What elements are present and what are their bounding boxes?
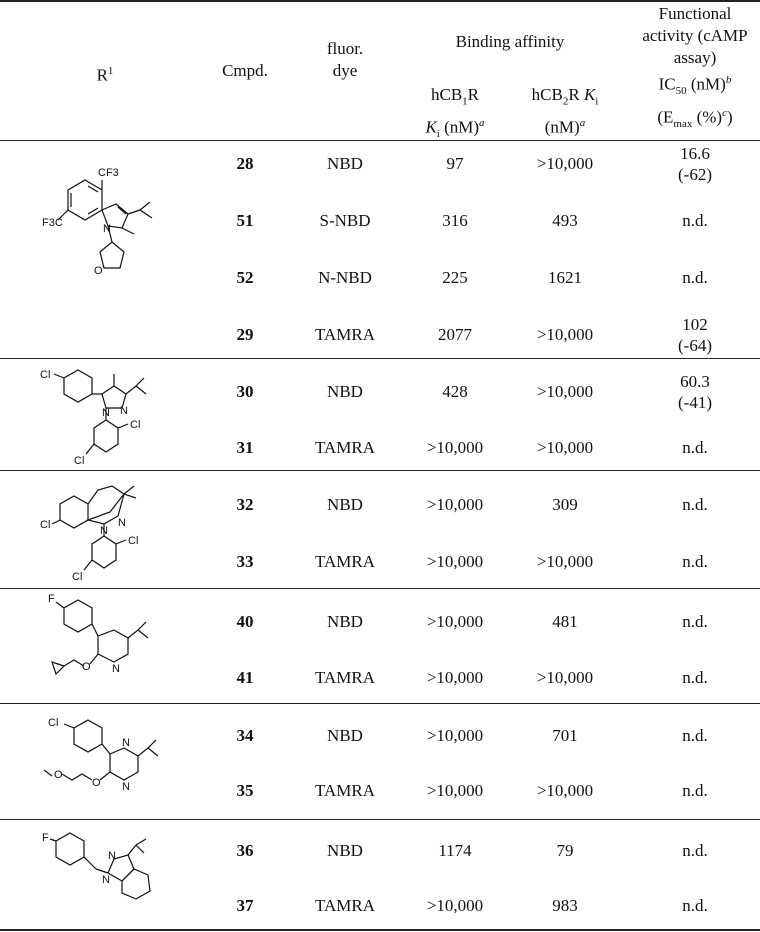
header-cb1: hCB$_1$R $K_i$ (nM)$^a$	[425, 85, 485, 141]
cmpd-cell: 32	[236, 495, 254, 514]
structure-label: N	[122, 737, 130, 749]
cmpd-cell: 28	[236, 154, 254, 173]
cb2-cell: 79	[556, 841, 574, 860]
func-cell: 60.3 (-41)	[678, 372, 712, 412]
cb1-cell: >10,000	[426, 726, 484, 745]
func-cell: n.d.	[682, 612, 708, 631]
cb1-cell: 316	[442, 211, 468, 230]
structure-indazole	[40, 825, 170, 925]
func-cell: 16.6 (-62)	[678, 144, 712, 184]
header-cmpd: Cmpd.	[222, 61, 268, 80]
header-cb2: hCB$_2$R $K_i$ (nM)$^a$	[531, 85, 599, 138]
group-rule	[0, 819, 760, 820]
dye-cell: NBD	[327, 495, 363, 514]
cb1-cell: >10,000	[426, 495, 484, 514]
func-cell: n.d.	[682, 495, 708, 514]
structure-label: Cl	[40, 369, 51, 381]
cb2-cell: >10,000	[536, 325, 594, 344]
cb2-cell: >10,000	[536, 668, 594, 687]
func-cell: n.d.	[682, 211, 708, 230]
structure-label: Cl	[128, 535, 139, 547]
structure-label: N	[102, 874, 110, 886]
cb2-cell: >10,000	[536, 781, 594, 800]
cmpd-cell: 30	[236, 382, 254, 401]
cb1-cell: >10,000	[426, 612, 484, 631]
cb2-cell: 701	[552, 726, 578, 745]
cmpd-cell: 37	[236, 896, 254, 915]
cmpd-cell: 36	[236, 841, 254, 860]
cb2-cell: >10,000	[536, 154, 594, 173]
structure-label: O	[92, 777, 101, 789]
structure-label: N	[122, 781, 130, 793]
structure-label: CF3	[98, 167, 119, 179]
structure-label: F	[42, 832, 49, 844]
structure-pyrazole	[40, 364, 170, 468]
header-r1: $R^1$	[96, 65, 114, 85]
top-rule	[0, 0, 760, 2]
cb1-cell: >10,000	[426, 781, 484, 800]
group-rule	[0, 703, 760, 704]
func-cell: n.d.	[682, 841, 708, 860]
cmpd-cell: 33	[236, 552, 254, 571]
structure-label: Cl	[72, 571, 83, 583]
cmpd-cell: 29	[236, 325, 254, 344]
cmpd-cell: 31	[236, 438, 254, 457]
structure-label: Cl	[40, 519, 51, 531]
dye-cell: TAMRA	[314, 668, 376, 687]
dye-cell: TAMRA	[314, 896, 376, 915]
dye-cell: S-NBD	[319, 211, 371, 230]
cb2-cell: 309	[552, 495, 578, 514]
bottom-rule	[0, 929, 760, 931]
cmpd-cell: 35	[236, 781, 254, 800]
dye-cell: TAMRA	[314, 325, 376, 344]
cmpd-cell: 34	[236, 726, 254, 745]
structure-pyrazine	[40, 710, 170, 814]
cb1-cell: >10,000	[426, 552, 484, 571]
structure-label: N	[102, 407, 110, 419]
cb2-cell: 1621	[548, 268, 582, 287]
structure-label: N	[118, 517, 126, 529]
func-cell: n.d.	[682, 726, 708, 745]
cb2-cell: 493	[552, 211, 578, 230]
structure-tricyclic-pyrazole	[40, 476, 170, 586]
structure-label: O	[54, 769, 63, 781]
structure-label: Cl	[48, 717, 59, 729]
structure-label: N	[112, 663, 120, 675]
header-rule	[0, 140, 760, 141]
dye-cell: N-NBD	[318, 268, 372, 287]
structure-label: Cl	[130, 419, 141, 431]
structure-label: F3C	[42, 217, 63, 229]
cb1-cell: >10,000	[426, 438, 484, 457]
func-cell: n.d.	[682, 781, 708, 800]
dye-cell: NBD	[327, 841, 363, 860]
cb2-cell: 481	[552, 612, 578, 631]
cb2-cell: >10,000	[536, 382, 594, 401]
structure-label: O	[82, 661, 91, 673]
func-cell: n.d.	[682, 438, 708, 457]
dye-cell: TAMRA	[314, 438, 376, 457]
cb2-cell: >10,000	[536, 552, 594, 571]
cb2-cell: 983	[552, 896, 578, 915]
cb1-cell: 2077	[438, 325, 472, 344]
header-fluor-dye: fluor. dye	[326, 39, 364, 80]
cmpd-cell: 52	[236, 268, 254, 287]
cb1-cell: 428	[442, 382, 468, 401]
func-cell: n.d.	[682, 268, 708, 287]
cb1-cell: 97	[446, 154, 464, 173]
structure-label: O	[94, 265, 103, 277]
structure-label: Cl	[74, 455, 85, 467]
dye-cell: TAMRA	[314, 781, 376, 800]
header-binding-affinity: Binding affinity	[455, 32, 565, 51]
func-cell: n.d.	[682, 896, 708, 915]
cmpd-cell: 51	[236, 211, 254, 230]
structure-label: N	[120, 405, 128, 417]
cb1-cell: 225	[442, 268, 468, 287]
func-cell: n.d.	[682, 668, 708, 687]
cmpd-cell: 41	[236, 668, 254, 687]
dye-cell: NBD	[327, 726, 363, 745]
cmpd-cell: 40	[236, 612, 254, 631]
structure-label: N	[103, 223, 111, 235]
structure-label: F	[48, 594, 55, 605]
dye-cell: NBD	[327, 154, 363, 173]
cb1-cell: >10,000	[426, 896, 484, 915]
group-rule	[0, 358, 760, 359]
structure-label: N	[108, 850, 116, 862]
structure-pyrrole-thf	[40, 160, 170, 350]
structure-pyridine	[40, 594, 170, 698]
cb1-cell: 1174	[438, 841, 472, 860]
dye-cell: NBD	[327, 612, 363, 631]
func-cell: 102 (-64)	[678, 315, 712, 355]
group-rule	[0, 588, 760, 589]
dye-cell: NBD	[327, 382, 363, 401]
cb1-cell: >10,000	[426, 668, 484, 687]
dye-cell: TAMRA	[314, 552, 376, 571]
structure-label: N	[100, 525, 108, 537]
group-rule	[0, 470, 760, 471]
cb2-cell: >10,000	[536, 438, 594, 457]
header-functional-activity: Functional activity (cAMP assay) $IC_{50}$ (nM)$^b$ ($E_{max}$ (%)$^c$)	[642, 4, 748, 131]
func-cell: n.d.	[682, 552, 708, 571]
